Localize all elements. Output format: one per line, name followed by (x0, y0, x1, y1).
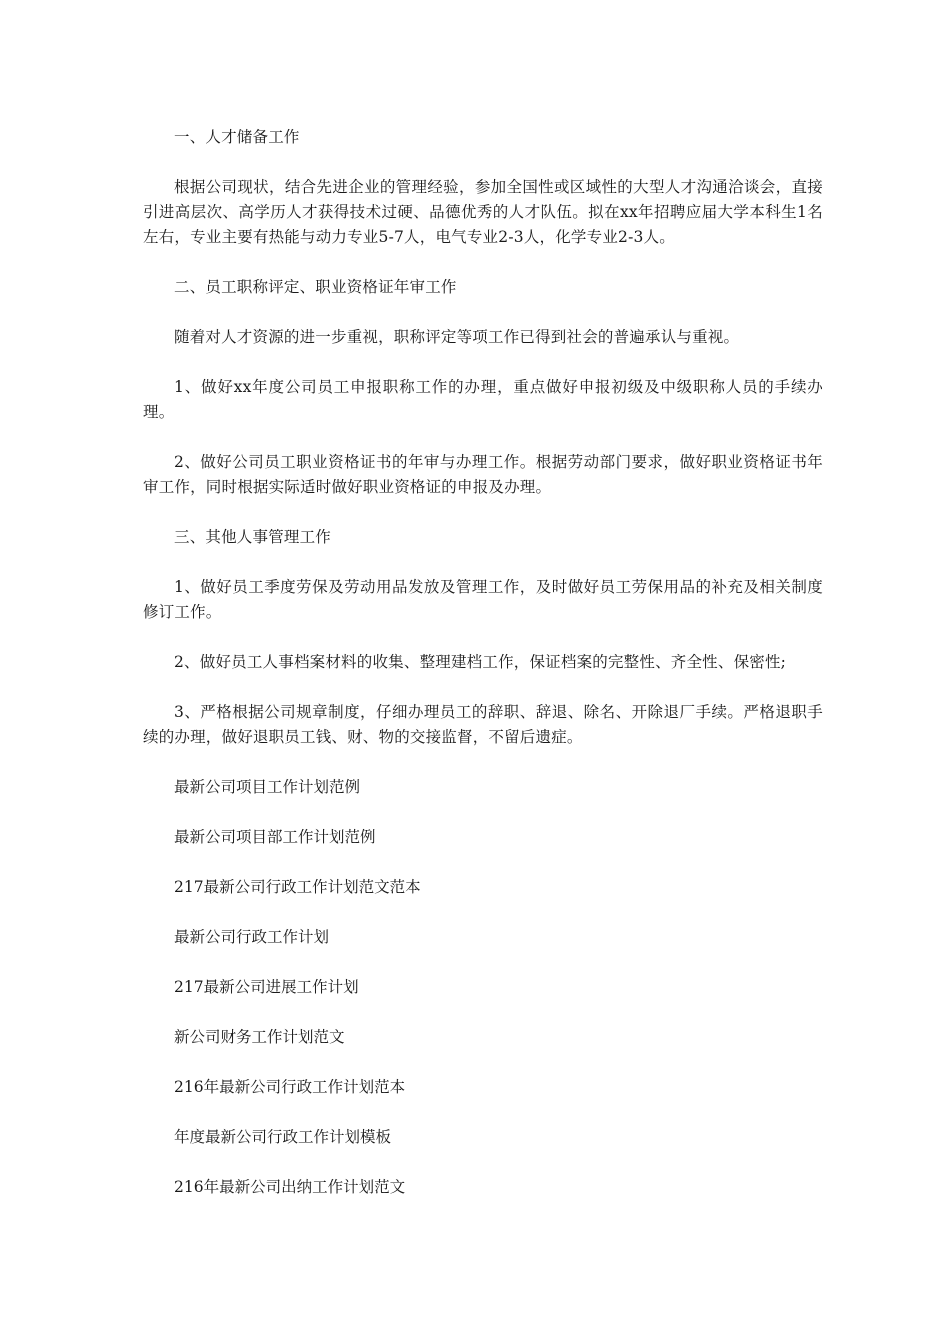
section-other-item-2: 2、做好员工人事档案材料的收集、整理建档工作，保证档案的完整性、齐全性、保密性; (174, 653, 787, 671)
related-link-3[interactable]: 217最新公司行政工作计划范文范本 (174, 878, 421, 896)
related-link-8[interactable]: 年度最新公司行政工作计划模板 (174, 1128, 392, 1146)
related-link-2[interactable]: 最新公司项目部工作计划范例 (174, 828, 376, 846)
related-link-5[interactable]: 217最新公司进展工作计划 (174, 978, 359, 996)
section-title-item-1: 1、做好xx年度公司员工申报职称工作的办理，重点做好申报初级及中级职称人员的手续办理。 (143, 378, 823, 421)
section-other-heading: 三、其他人事管理工作 (174, 528, 332, 546)
related-link-1[interactable]: 最新公司项目工作计划范例 (174, 778, 361, 796)
section-other-item-3: 3、严格根据公司规章制度，仔细办理员工的辞职、辞退、除名、开除退厂手续。严格退职手续的办理，做好退职员工钱、财、物的交接监督，不留后遗症。 (143, 703, 823, 746)
document-page (143, 125, 823, 1225)
related-link-4[interactable]: 最新公司行政工作计划 (174, 928, 330, 946)
related-links (143, 775, 823, 1200)
section-title-intro: 随着对人才资源的进一步重视，职称评定等项工作已得到社会的普遍承认与重视。 (174, 328, 740, 346)
section-talent-heading: 一、人才储备工作 (174, 128, 300, 146)
section-title-heading: 二、员工职称评定、职业资格证年审工作 (174, 278, 457, 296)
section-other-item-1: 1、做好员工季度劳保及劳动用品发放及管理工作，及时做好员工劳保用品的补充及相关制度修订工作。 (143, 578, 823, 621)
section-talent-paragraph: 根据公司现状，结合先进企业的管理经验，参加全国性或区域性的大型人才沟通洽谈会，直接引进高层次、高学历人才获得技术过硬、品德优秀的人才队伍。拟在xx年招聘应届大学本科生1名左右，专业主要有热能与动力专业5-7人，电气专业2-3人，化学专业2-3人。 (143, 178, 823, 246)
related-link-7[interactable]: 216年最新公司行政工作计划范本 (174, 1078, 406, 1096)
section-title-item-2: 2、做好公司员工职业资格证书的年审与办理工作。根据劳动部门要求，做好职业资格证书年审工作，同时根据实际适时做好职业资格证的申报及办理。 (143, 453, 823, 496)
related-link-6[interactable]: 新公司财务工作计划范文 (174, 1028, 345, 1046)
related-link-9[interactable]: 216年最新公司出纳工作计划范文 (174, 1178, 406, 1196)
